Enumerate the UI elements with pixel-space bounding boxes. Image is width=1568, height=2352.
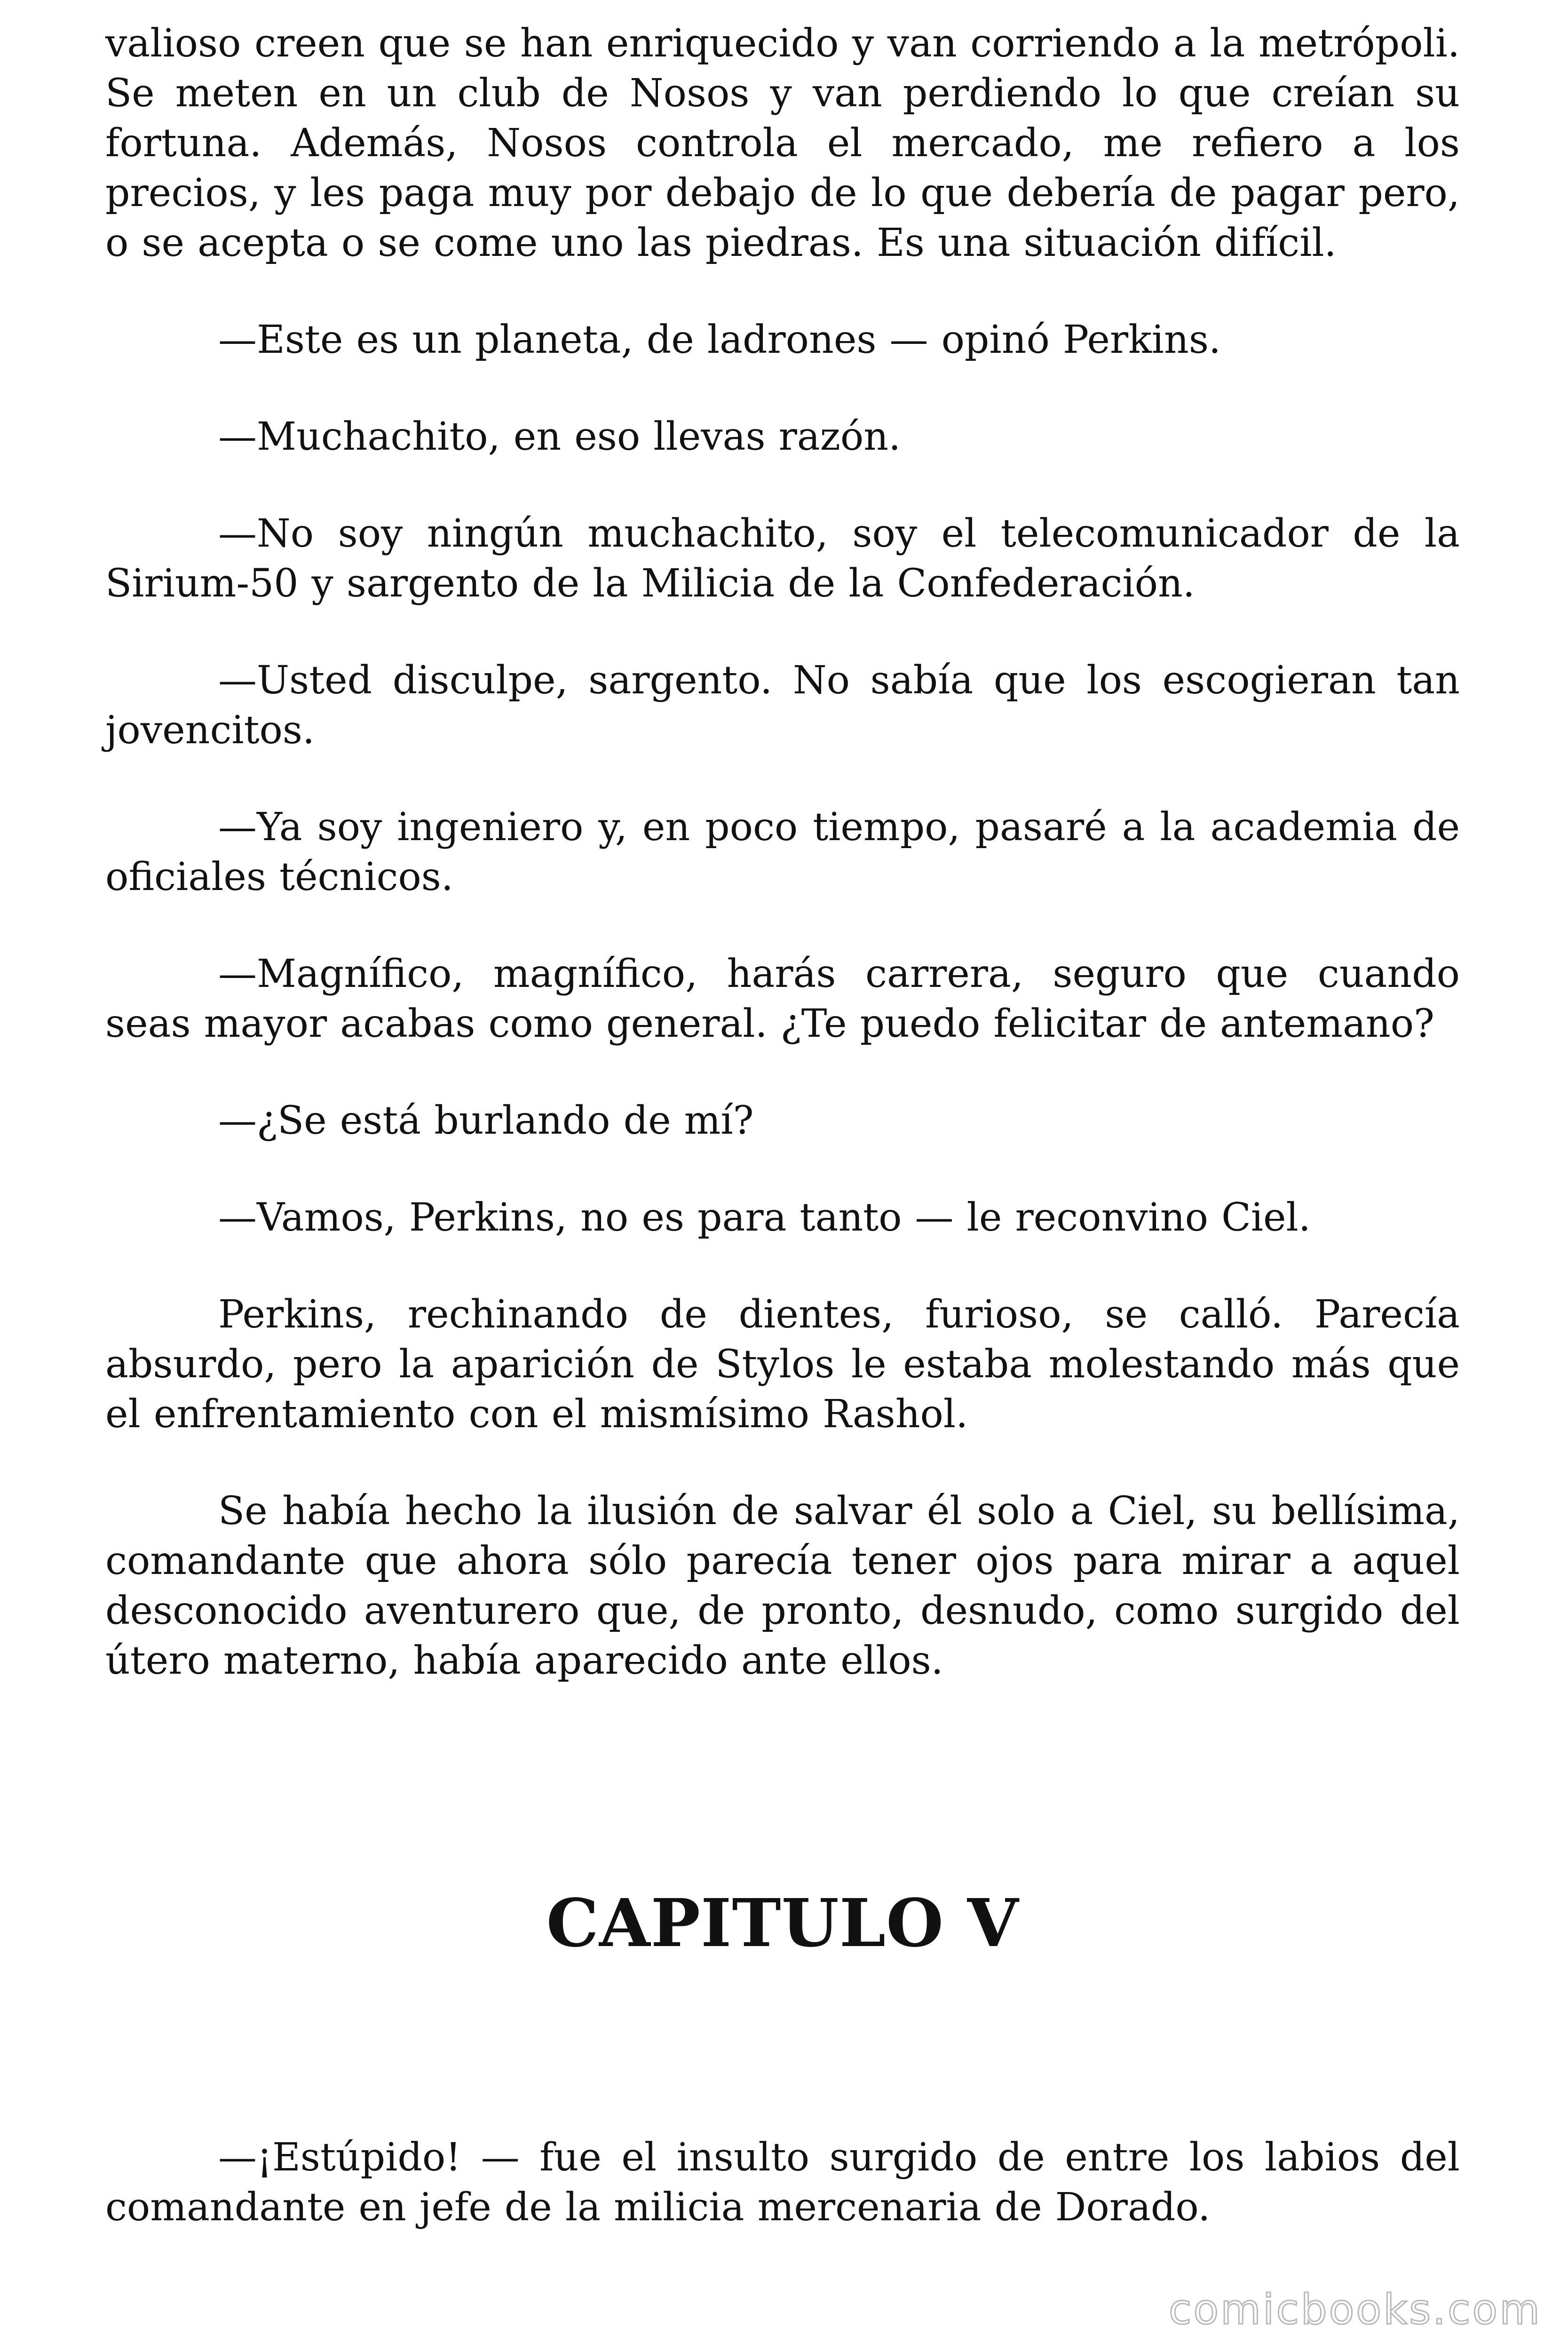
- chapter-title: CAPITULO V: [546, 1885, 1019, 1962]
- paragraph-dialogue: —¡Estúpido! — fue el insulto surgido de entre los labios del comandante en jefe de la milicia mercenaria de Dorado.: [105, 2135, 1460, 2230]
- paragraph-narration: Se había hecho la ilusión de salvar él solo a Ciel, su bellísima, comandante que ahora sólo parecía tener ojos para mirar a aquel desconocido aventurero que, de pronto, desnudo, como surgido del útero materno, había aparecido ante ellos.: [105, 1489, 1460, 1683]
- book-page: [105, 19, 1460, 2280]
- paragraph-narration: Perkins, rechinando de dientes, furioso, se calló. Parecía absurdo, pero la aparición de Stylos le estaba molestando más que el enfrentamiento con el mismísimo Rashol.: [105, 1292, 1460, 1437]
- paragraph-dialogue: —Vamos, Perkins, no es para tanto — le reconvino Ciel.: [218, 1195, 1311, 1240]
- paragraph-dialogue: —Usted disculpe, sargento. No sabía que los escogieran tan jovencitos.: [105, 658, 1460, 753]
- paragraph-continuation: valioso creen que se han enriquecido y van corriendo a la metrópoli. Se meten en un club de Nosos y van perdiendo lo que creían su fortuna. Además, Nosos controla el mercado, me refiero a los precios, y les paga muy por debajo de lo que debería de pagar pero, o se acepta o se come uno las piedras. Es una situación difícil.: [105, 21, 1460, 265]
- paragraph-dialogue: —¿Se está burlando de mí?: [218, 1098, 754, 1143]
- watermark: comicbooks.com: [1168, 2285, 1542, 2334]
- paragraph-dialogue: —Este es un planeta, de ladrones — opinó Perkins.: [218, 318, 1221, 362]
- paragraph-dialogue: —Ya soy ingeniero y, en poco tiempo, pasaré a la academia de oficiales técnicos.: [105, 805, 1460, 899]
- paragraph-dialogue: —No soy ningún muchachito, soy el telecomunicador de la Sirium-50 y sargento de la Milicia de la Confederación.: [105, 511, 1460, 606]
- paragraph-dialogue: —Muchachito, en eso llevas razón.: [218, 414, 901, 459]
- paragraph-dialogue: —Magnífico, magnífico, harás carrera, seguro que cuando seas mayor acabas como general. ¿Te puedo felicitar de antemano?: [105, 952, 1460, 1046]
